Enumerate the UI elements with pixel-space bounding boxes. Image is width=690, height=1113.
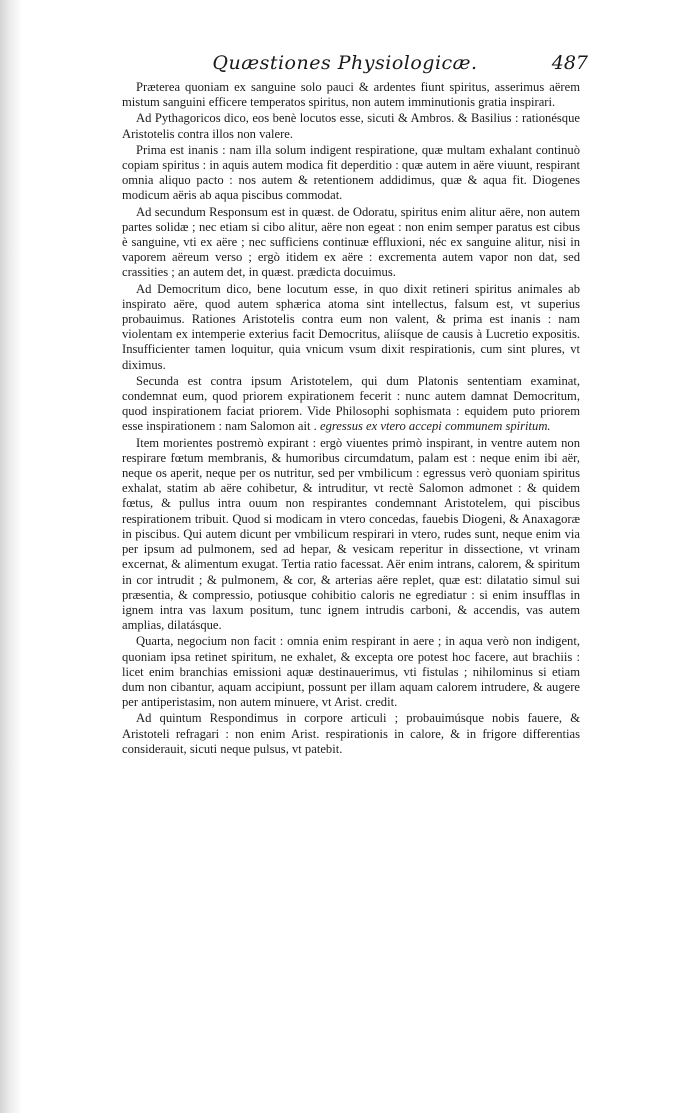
paragraph [122, 711, 580, 757]
scripture-quote: egressus ex vtero accepi communem spiritum. [319, 419, 551, 434]
paragraph [122, 111, 580, 141]
paragraph-text: Quarta, negocium non facit : omnia enim respirant in aere ; in aqua verò non indigent, quoniam ipsa retinet spiritum, ne exhalet, & excepta ore potest hoc facere, aut brachiis : licet enim branchias emissioni aquæ destinauerimus, vti fistulas ; nihilominus si etiam dum non cibantur, aquam accipiunt, possunt per illam aquam calorem intrudere, & augere per antiperistasim, non autem minuere, vt Arist. credit. [122, 634, 580, 710]
paragraph [122, 143, 580, 204]
paragraph [122, 436, 580, 634]
paragraph-text: Præterea quoniam ex sanguine solo pauci & ardentes fiunt spiritus, asserimus aërem mistum sanguini efficere temperatos spiritus, non autem imminutionis gratia inspirari. [122, 80, 580, 110]
paragraph-text: Item morientes postremò expirant : ergò viuentes primò inspirant, in ventre autem non respirare fœtum membranis, & humoribus circumdatum, palam est : neque enim ibi aër, neque os aperit, neque per os nutritur, sed per vmbilicum : egressus verò quoniam spiritus exhalat, statim ab aëre cohibetur, & intruditur, vt rectè Salomon admonet : & quidem fœtus, & pullus intra ouum non respirantes condemnant Aristotelem, qui piscibus respirationem tribuit. Quod si modicam in vtero concedas, fauebis Diogeni, & Anaxagoræ in piscibus. Qui autem dicunt per vmbilicum respirari in vtero, rudes sunt, neque enim via per ipsum ad pulmonem, sed ad hepar, & vesicam reperitur in dissectione, vt vrinam excernat, & alimentum exugat. Tertia ratio facessat. Aër enim intrans, calorem, & spiritum in cor intrudit ; & pulmonem, & cor, & arterias aëre replet, quæ est: dilatatio simul sui præsentia, & compressio, potiusque cohibitio caloris ne egrediatur : si enim insufflas in ignem intra vas laxum positum, tunc ignem intrudis carboni, & accendis, vas autem amplias, dilatásque. [122, 435, 580, 633]
paragraph [122, 374, 580, 435]
running-title: Quæstiones Physiologicæ. [212, 52, 478, 74]
paragraph-text: Ad Pythagoricos dico, eos benè locutos esse, sicuti & Ambros. & Basilius : rationésque Aristotelis contra illos non valere. [122, 111, 580, 141]
paragraph [122, 282, 580, 373]
paragraph [122, 80, 580, 110]
paragraph-text: Secunda est contra ipsum Aristotelem, qui dum Platonis sententiam examinat, condemnat eum, quod priorem expirationem fecerit : nunc autem damnat Democritum, quod inspirationem faciat priorem. Vide Philosophi sophismata : equidem puto priorem esse inspirationem : nam Salomon ait . [122, 373, 580, 434]
paragraph [122, 205, 580, 281]
binding-gutter-shadow [0, 0, 22, 1113]
page-number: 487 [551, 52, 588, 74]
body-text [122, 80, 580, 758]
paragraph-text: Ad quintum Respondimus in corpore articuli ; probauimúsque nobis fauere, & Aristoteli refragari : non enim Arist. respirationis in calore, & in frigore differentias considerauit, sicuti neque pulsus, vt patebit. [122, 711, 580, 756]
paragraph-text: Ad secundum Responsum est in quæst. de Odoratu, spiritus enim alitur aëre, non autem partes solidæ ; nec etiam si cibo alitur, aëre non egeat : non enim semper paratus est cibus è sanguine, vti ex aëre ; nec sufficiens continuæ effluxioni, néc ex sanguine alitur, nisi in vaporem aëreum verso ; ergò itidem ex aëre : excrementa autem vapor non dat, sed crassities ; an autem det, in quæst. prædicta docuimus. [122, 204, 580, 280]
paragraph [122, 634, 580, 710]
paragraph-text: Prima est inanis : nam illa solum indigent respiratione, quæ multam exhalant continuò copiam spiritus : in aquis autem modica fit deperditio : quæ autem in aëre viuunt, respirant omnia aliquo pacto : nos autem & retentionem addidimus, quæ & aqua fit. Diogenes modicum aëris ab aqua piscibus commodat. [122, 142, 580, 203]
paragraph-text: Ad Democritum dico, bene locutum esse, in quo dixit retineri spiritus animales ab inspirato aëre, quod autem sphærica atoma sint intellectus, falsum est, vt superius probauimus. Rationes Aristotelis contra eum non valent, & prima est inanis : nam violentam ex intemperie exterius facit Democritus, aliísque de causis à Lucretio expositis. Insufficienter tamen loquitur, quia vnicum vsum dixit respirationis, cum sint plures, vt diximus. [122, 281, 580, 372]
page-header [0, 52, 690, 78]
